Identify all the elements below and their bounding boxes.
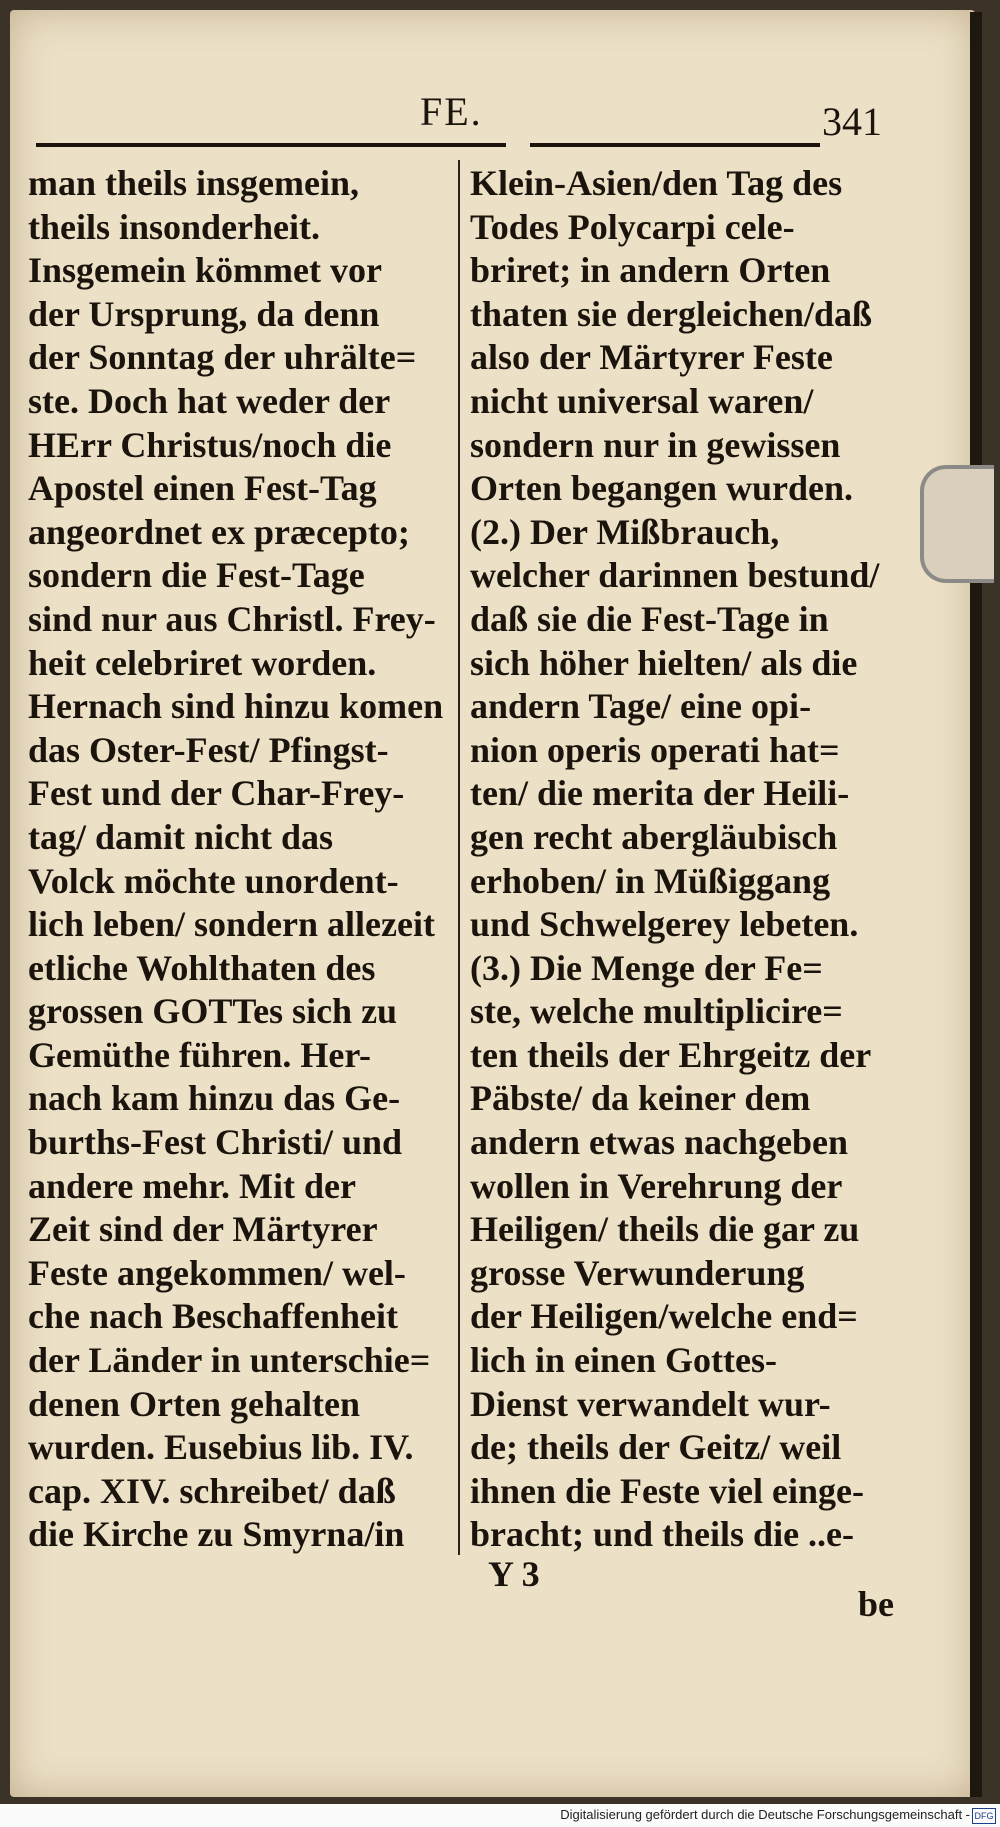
text-line: Heiligen/ theils die gar zu (470, 1209, 860, 1250)
text-line: denen Orten gehalten (28, 1383, 360, 1424)
text-line: nion operis operati hat= (470, 729, 840, 770)
text-line: cap. XIV. schreibet/ daß (28, 1470, 396, 1511)
column-divider (458, 160, 460, 1555)
text-line: grosse Verwunderung (470, 1252, 805, 1293)
text-line: der Heiligen/welche end= (470, 1296, 858, 1337)
text-line: Dienst verwandelt wur- (470, 1383, 831, 1424)
text-line: Hernach sind hinzu komen (28, 686, 444, 727)
page-edge (970, 12, 982, 1797)
text-line: der Sonntag der uhrälte= (28, 337, 417, 378)
footer-credit: Digitalisierung gefördert durch die Deutsche Forschungsgemeinschaft - (560, 1807, 970, 1822)
text-line: wollen in Verehrung der (470, 1165, 843, 1206)
text-line: tag/ damit nicht das (28, 816, 334, 857)
header-rule-left (36, 143, 506, 147)
text-line: Fest und der Char-Frey- (28, 773, 405, 814)
text-line: man theils insgemein, (28, 163, 360, 203)
text-line: lich leben/ sondern allezeit (28, 904, 435, 945)
text-line: Apostel einen Fest-Tag (28, 468, 377, 509)
text-line: bracht; und theils die ..e- (470, 1514, 855, 1555)
text-line: che nach Beschaffenheit (28, 1296, 398, 1337)
text-line: welcher darinnen bestund/ (470, 555, 880, 596)
text-line: Volck möchte unordent- (28, 860, 399, 901)
text-line: erhoben/ in Müßiggang (470, 860, 831, 901)
running-head: FE. (420, 89, 483, 134)
text-line: ste, welche multiplicire= (470, 991, 843, 1032)
text-line: lich in einen Gottes- (470, 1340, 777, 1381)
text-line: und Schwelgerey lebeten. (470, 904, 859, 945)
text-line: das Oster-Fest/ Pfingst- (28, 729, 389, 770)
text-line: Päbste/ da keiner dem (470, 1078, 811, 1119)
page-tab-marker (920, 465, 994, 583)
signature-mark: Y 3 (488, 1554, 540, 1594)
text-line: Feste angekommen/ wel- (28, 1252, 406, 1293)
text-line: grossen GOTTes sich zu (28, 991, 398, 1032)
catchword: be (858, 1584, 894, 1624)
text-line: gen recht abergläubisch (470, 816, 838, 857)
text-line: Zeit sind der Märtyrer (28, 1209, 378, 1250)
text-line: (2.) Der Mißbrauch, (470, 511, 780, 552)
text-line: HErr Christus/noch die (28, 424, 392, 465)
text-line: burths-Fest Christi/ und (28, 1122, 403, 1163)
text-line: sind nur aus Christl. Frey- (28, 598, 436, 639)
right-column (470, 162, 890, 1557)
text-line: wurden. Eusebius lib. IV. (28, 1427, 414, 1468)
text-line: daß sie die Fest-Tage in (470, 598, 829, 639)
text-line: andern etwas nachgeben (470, 1122, 849, 1163)
text-line: etliche Wohlthaten des (28, 947, 376, 988)
text-line: (3.) Die Menge der Fe= (470, 947, 823, 988)
left-column (28, 162, 448, 1557)
text-line: die Kirche zu Smyrna/in (28, 1514, 405, 1555)
text-line: der Ursprung, da denn (28, 293, 380, 334)
text-line: ten theils der Ehrgeitz der (470, 1034, 872, 1075)
text-line: ten/ die merita der Heili- (470, 773, 850, 814)
text-line: Gemüthe führen. Her- (28, 1034, 371, 1075)
text-line: nicht universal waren/ (470, 380, 814, 421)
text-line: der Länder in unterschie= (28, 1340, 431, 1381)
text-line: andere mehr. Mit der (28, 1165, 356, 1206)
text-line: Todes Polycarpi cele- (470, 206, 795, 247)
text-line: sondern die Fest-Tage (28, 555, 365, 596)
text-line: theils insonderheit. (28, 206, 321, 247)
text-line: nach kam hinzu das Ge- (28, 1078, 401, 1119)
text-line: de; theils der Geitz/ weil (470, 1427, 842, 1468)
text-line: also der Märtyrer Feste (470, 337, 833, 378)
digitization-footer (0, 1804, 1000, 1827)
text-line: sich höher hielten/ als die (470, 642, 858, 683)
text-line: thaten sie dergleichen/daß (470, 293, 872, 334)
text-line: andern Tage/ eine opi- (470, 686, 812, 727)
text-line: angeordnet ex præcepto; (28, 511, 410, 552)
text-line: Klein-Asien/den Tag des (470, 163, 843, 203)
text-line: ihnen die Feste viel einge- (470, 1470, 864, 1511)
dfg-logo: DFG (972, 1808, 996, 1824)
text-line: briret; in andern Orten (470, 250, 831, 291)
text-line: Insgemein kömmet vor (28, 250, 382, 291)
text-line: Orten begangen wurden. (470, 468, 854, 509)
header-rule-right (530, 143, 820, 147)
text-line: ste. Doch hat weder der (28, 380, 391, 421)
page-number: 341 (822, 99, 882, 144)
text-line: sondern nur in gewissen (470, 424, 841, 465)
text-line: heit celebriret worden. (28, 642, 377, 683)
